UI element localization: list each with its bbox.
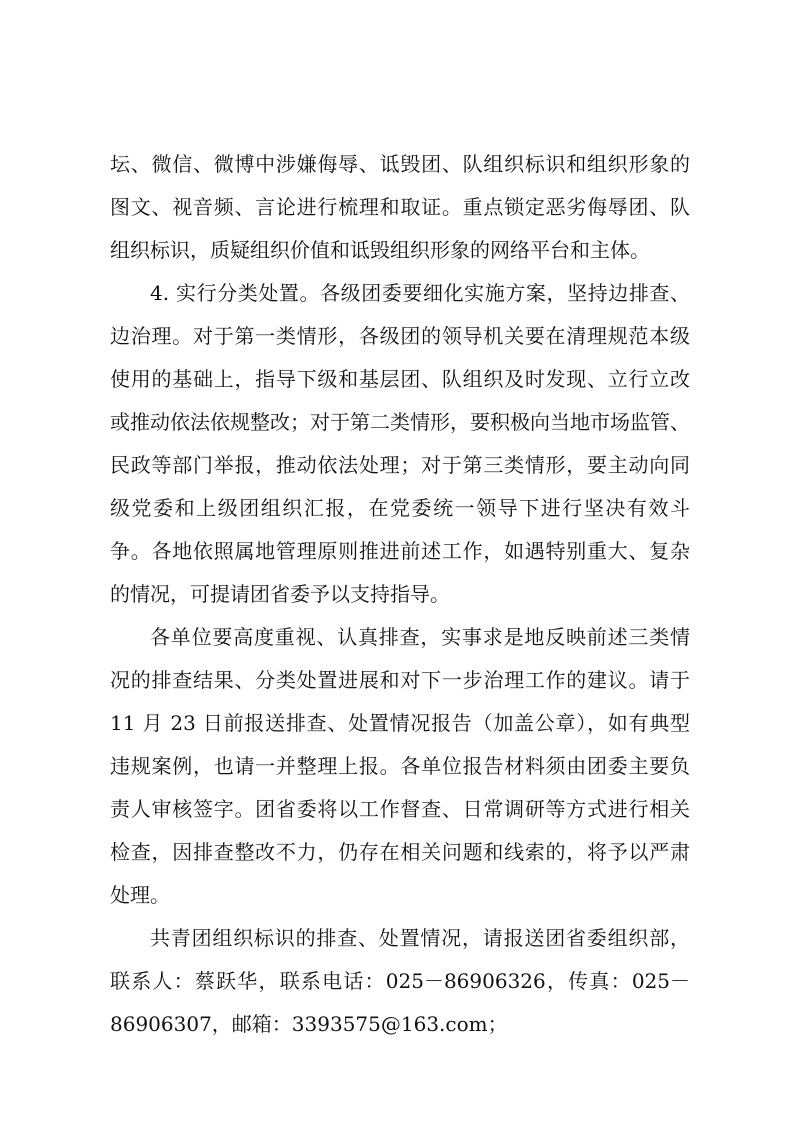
paragraph-line: 况的排查结果、分类处置进展和对下一步治理工作的建议。请于	[110, 668, 690, 692]
paragraph-line: 图文、视音频、言论进行梳理和取证。重点锁定恶劣侮辱团、队	[110, 195, 690, 219]
paragraph-line: 坛、微信、微博中涉嫌侮辱、诋毁团、队组织标识和组织形象的	[110, 152, 690, 176]
paragraph-line: 违规案例，也请一并整理上报。各单位报告材料须由团委主要负	[110, 754, 690, 778]
paragraph-line: 86906307，邮箱：3393575@163.com；	[110, 1012, 508, 1036]
paragraph-line: 边治理。对于第一类情形，各级团的领导机关要在清理规范本级	[110, 324, 690, 348]
paragraph-line: 民政等部门举报，推动依法处理；对于第三类情形，要主动向同	[110, 453, 690, 477]
paragraph-line: 各单位要高度重视、认真排查，实事求是地反映前述三类情	[150, 625, 690, 649]
paragraph-line: 共青团组织标识的排查、处置情况，请报送团省委组织部，	[150, 926, 690, 950]
paragraph-line: 级党委和上级团组织汇报，在党委统一领导下进行坚决有效斗	[110, 496, 690, 520]
paragraph-line: 的情况，可提请团省委予以支持指导。	[110, 582, 450, 606]
paragraph-line: 检查，因排查整改不力，仍存在相关问题和线索的，将予以严肃	[110, 840, 690, 864]
paragraph-line: 4. 实行分类处置。各级团委要细化实施方案，坚持边排查、	[150, 281, 690, 305]
paragraph-line: 争。各地依照属地管理原则推进前述工作，如遇特别重大、复杂	[110, 539, 690, 563]
paragraph-line: 组织标识，质疑组织价值和诋毁组织形象的网络平台和主体。	[110, 238, 650, 262]
paragraph-line: 联系人：蔡跃华，联系电话：025－86906326，传真：025－	[110, 969, 690, 993]
paragraph-line: 或推动依法依规整改；对于第二类情形，要积极向当地市场监管、	[110, 410, 690, 434]
paragraph-line: 处理。	[110, 883, 170, 907]
paragraph-line: 11 月 23 日前报送排查、处置情况报告（加盖公章），如有典型	[110, 711, 690, 735]
paragraph-line: 使用的基础上，指导下级和基层团、队组织及时发现、立行立改	[110, 367, 690, 391]
paragraph-line: 责人审核签字。团省委将以工作督查、日常调研等方式进行相关	[110, 797, 690, 821]
